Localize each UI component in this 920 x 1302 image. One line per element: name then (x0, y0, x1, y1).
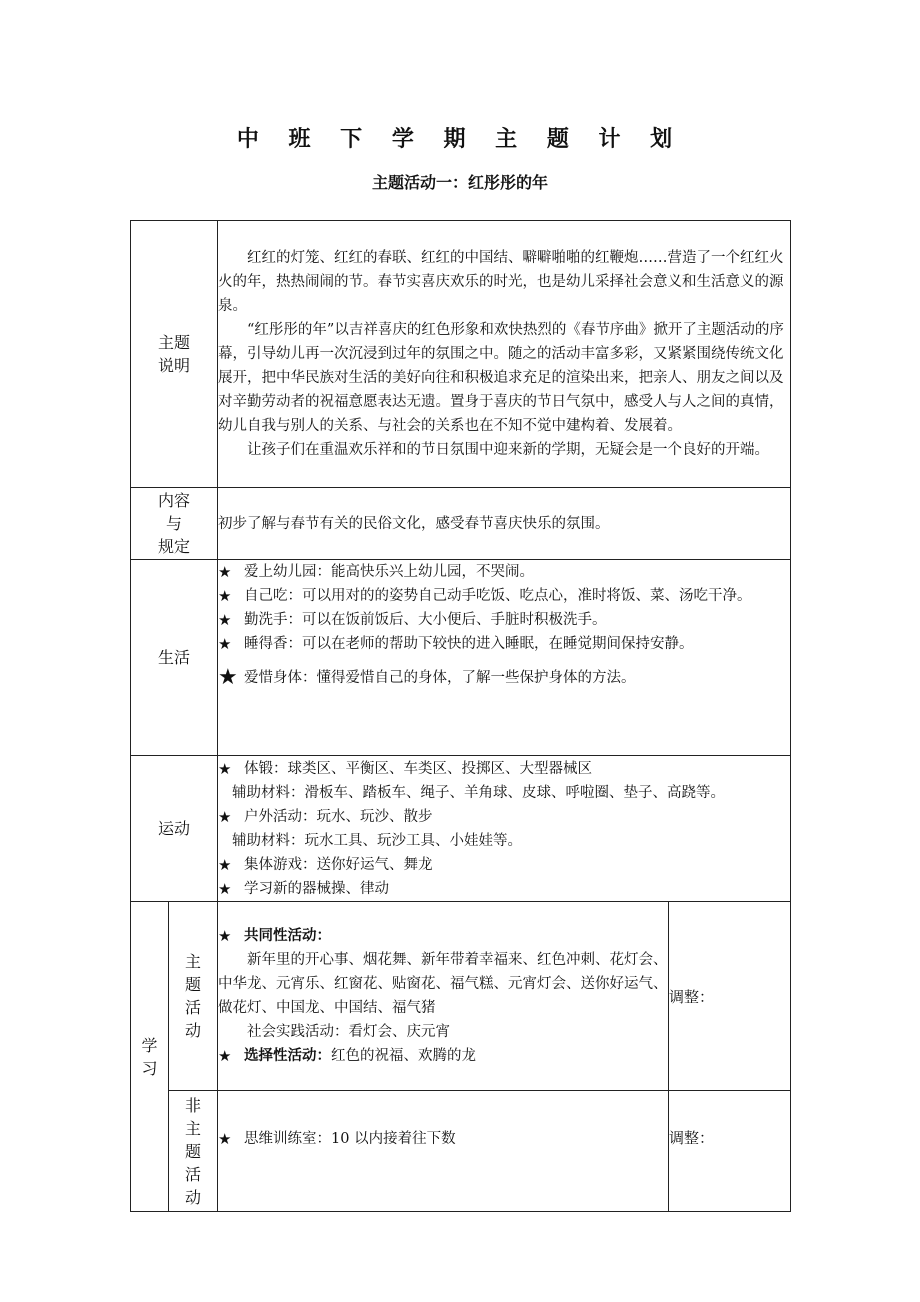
label-content-requirements: 内容 与 规定 (131, 488, 218, 560)
life-item: ★ 睡得香：可以在老师的帮助下较快的进入睡眠，在睡觉期间保持安静。 (218, 632, 790, 656)
theme-description-text (218, 221, 791, 488)
page-title: 中 班 下 学 期 主 题 计 划 (236, 127, 684, 152)
label-study: 学 习 (131, 902, 169, 1212)
star-icon: ★ (218, 855, 232, 874)
life-item: ★ 爱上幼儿园：能高快乐兴上幼儿园，不哭闹。 (218, 560, 790, 584)
theme-adjust-cell: 调整： (669, 902, 791, 1091)
star-icon: ★ (218, 1130, 232, 1148)
theme-paragraph-2: “红彤彤的年”以吉祥喜庆的红色形象和欢快热烈的《春节序曲》掀开了主题活动的序幕，引导幼儿再一次沉浸到过年的氛围之中。随之的活动丰富多彩，又紧紧围绕传统文化展开，把中华民族对生活的美好向往和积极追求充足的渲染出来，把亲人、朋友之间以及对辛勤劳动者的祝福意愿表达无遗。置身于喜庆的节日气氛中，感受人与人之间的真情，幼儿自我与别人的关系、与社会的关系也在不知不觉中建构着、发展着。 (218, 322, 784, 434)
star-icon: ★ (218, 759, 232, 778)
theme-paragraph-1: 红红的灯笼、红红的春联、红红的中国结、噼噼啪啪的红鞭炮……营造了一个红红火火的年，热热闹闹的节。春节实喜庆欢乐的时光，也是幼儿采择社会意义和生活意义的源泉。 (218, 250, 784, 314)
label-non-theme-activity: 非 主 题 活 动 (169, 1091, 218, 1212)
life-item: ★ 自己吃：可以用对的的姿势自己动手吃饭、吃点心，准时将饭、菜、汤吃干净。 (218, 584, 790, 608)
page-subtitle: 主题活动一：红彤彤的年 (371, 173, 548, 192)
star-icon: ★ (218, 879, 232, 898)
social-practice: 社会实践活动：看灯会、庆元宵 (247, 1024, 451, 1040)
life-item: ★ 爱惜身体：懂得爱惜自己的身体，了解一些保护身体的方法。 (218, 665, 636, 690)
theme-activity-content (218, 902, 669, 1091)
life-content (218, 560, 791, 756)
star-icon: ★ (218, 587, 232, 605)
optional-activity: ★ 选择性活动：红色的祝福、欢腾的龙 (218, 1044, 668, 1068)
row-content-requirements (131, 488, 791, 560)
label-sport: 运动 (131, 756, 218, 902)
star-icon: ★ (218, 807, 232, 826)
star-icon: ★ (218, 1047, 232, 1065)
sport-sub-item: 辅助材料：滑板车、踏板车、绳子、羊角球、皮球、呼啦圈、垫子、高跷等。 (232, 784, 726, 801)
sport-item: ★ 集体游戏：送你好运气、舞龙 (218, 853, 790, 877)
life-item: ★ 勤洗手：可以在饭前饭后、大小便后、手脏时积极洗手。 (218, 608, 790, 632)
label-theme-activity: 主 题 活 动 (169, 902, 218, 1091)
row-theme-description (131, 221, 791, 488)
sport-item: ★ 户外活动：玩水、玩沙、散步 (218, 805, 790, 829)
row-study-non-theme (131, 1091, 791, 1212)
label-life: 生活 (131, 560, 218, 756)
row-life (131, 560, 791, 756)
content-requirements-text: 初步了解与春节有关的民俗文化，感受春节喜庆快乐的氛围。 (218, 488, 791, 560)
non-theme-adjust-cell: 调整： (669, 1091, 791, 1212)
sport-sub-item: 辅助材料：玩水工具、玩沙工具、小娃娃等。 (232, 832, 523, 849)
common-activity-list: 新年里的开心事、烟花舞、新年带着幸福来、红色冲刺、花灯会、中华龙、元宵乐、红窗花、贴窗花、福气糕、元宵灯会、送你好运气、做花灯、中国龙、中国结、福气猪 (218, 952, 668, 1016)
plan-table (130, 220, 791, 1212)
non-theme-item: ★ 思维训练室：10 以内接着往下数 (218, 1127, 668, 1151)
label-theme-description: 主题 说明 (131, 221, 218, 488)
row-study-theme (131, 902, 791, 1091)
star-icon: ★ (218, 927, 232, 945)
non-theme-activity-content (218, 1091, 669, 1212)
sport-content (218, 756, 791, 902)
star-icon: ★ (218, 665, 238, 690)
star-icon: ★ (218, 611, 232, 629)
sport-item: ★ 体锻：球类区、平衡区、车类区、投掷区、大型器械区 (218, 757, 790, 781)
star-icon: ★ (218, 563, 232, 581)
theme-paragraph-3: 让孩子们在重温欢乐祥和的节日氛围中迎来新的学期，无疑会是一个良好的开端。 (247, 442, 770, 458)
row-sport (131, 756, 791, 902)
star-icon: ★ (218, 635, 232, 653)
sport-item: ★ 学习新的器械操、律动 (218, 877, 790, 901)
common-activity-heading: ★ 共同性活动： (218, 924, 668, 948)
